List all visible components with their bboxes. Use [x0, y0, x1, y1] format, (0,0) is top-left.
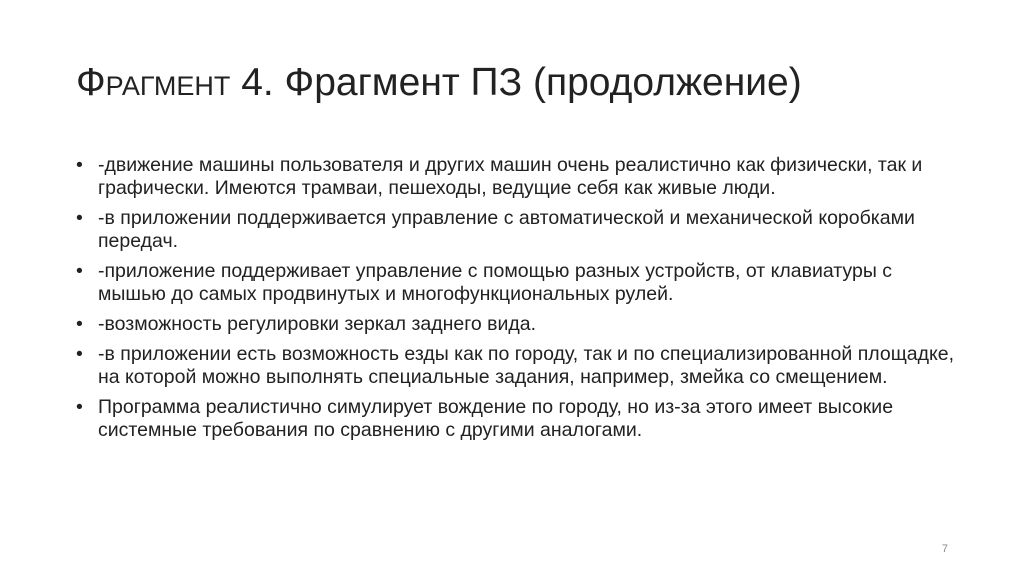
slide-title [76, 58, 956, 108]
bullet-text: -движение машины пользователя и других машин очень реалистично как физически, так и графически. Имеются трамваи, пешеходы, ведущие себя как живые люди. [98, 154, 923, 199]
bullet-item [76, 207, 956, 253]
title-text: 4. Фрагмент ПЗ (продолжение) [230, 61, 802, 104]
bullet-text: Программа реалистично симулирует вождение по городу, но из-за этого имеет высокие системные требования по сравнению с другими аналогами. [98, 396, 894, 441]
bullet-dot-icon: • [76, 343, 83, 365]
bullet-dot-icon: • [76, 207, 83, 229]
bullet-text: -приложение поддерживает управление с помощью разных устройств, от клавиатуры с мышью до самых продвинутых и многофункциональных рулей. [98, 260, 892, 305]
bullet-item [76, 343, 956, 389]
bullet-dot-icon: • [76, 260, 83, 282]
bullet-text: -в приложении есть возможность езды как по городу, так и по специализированной площадке, на которой можно выполнять специальные задания, например, змейка со смещением. [98, 343, 954, 388]
bullet-dot-icon: • [76, 313, 83, 335]
bullet-text: -в приложении поддерживается управление с автоматической и механической коробками передач. [98, 207, 915, 252]
page-number: 7 [941, 543, 948, 555]
bullet-list [76, 154, 956, 449]
bullet-dot-icon: • [76, 154, 83, 176]
bullet-item [76, 260, 956, 306]
bullet-item [76, 313, 956, 336]
bullet-text: -возможность регулировки зеркал заднего вида. [98, 313, 537, 335]
bullet-dot-icon: • [76, 396, 83, 418]
title-small-caps-word: Фрагмент [76, 61, 231, 104]
bullet-item [76, 154, 956, 200]
bullet-item [76, 396, 956, 442]
